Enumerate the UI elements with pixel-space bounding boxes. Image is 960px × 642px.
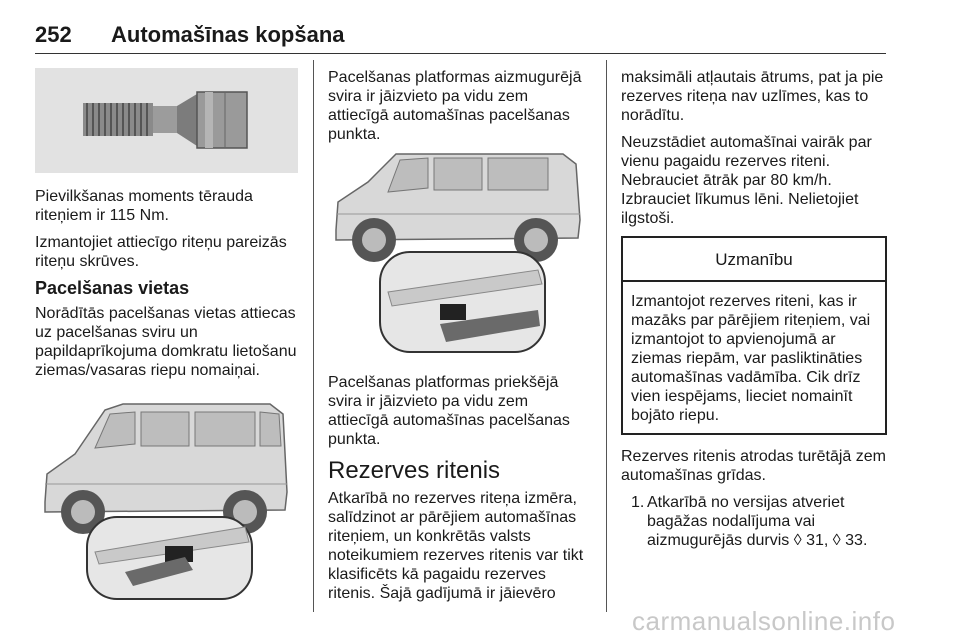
page-header — [35, 22, 885, 52]
front-lift-illustration — [328, 152, 591, 357]
spare-wheel-text: Atkarībā no rezerves riteņa izmēra, salīdzinot ar pārējiem automašīnas riteņiem, un konkrētās valsts noteikumiem rezerves ritenis var tikt klasificēts kā pagaidu rezerves ritenis. Šajā gadījumā ir jāievēro — [328, 490, 584, 602]
rear-lift-figure — [35, 392, 298, 602]
spare-wheel-heading: Rezerves ritenis — [328, 457, 501, 484]
page-title: Automašīnas kopšana — [111, 22, 345, 47]
column-1 — [35, 68, 298, 602]
lift-points-text: Norādītās pacelšanas vietas attiecas uz pacelšanas sviru un papildaprīkojuma domkratu lietošanu ziemas/vasaras riepu nomaiņai. — [35, 305, 297, 379]
warning-title: Uzmanību — [623, 238, 885, 282]
front-lift-figure — [328, 152, 591, 357]
instructions-text: Neuzstādiet automašīnai vairāk par vienu pagaidu rezerves riteni. Nebrauciet ātrāk par 80 km/h. Izbrauciet līkumus lēni. Nelietojiet ilgstoši. — [621, 134, 872, 227]
step-text-body: Atkarībā no versijas atveriet bagāžas nodalījuma vai aizmugurējās durvis — [647, 494, 845, 549]
page-ref-1[interactable]: 31, — [806, 532, 829, 549]
page-ref-2[interactable]: 33. — [845, 532, 868, 549]
column-divider-2 — [606, 60, 607, 612]
bolts-text: Izmantojiet attiecīgo riteņu pareizās riteņu skrūves. — [35, 234, 287, 270]
ref-icon: ◊ — [832, 532, 841, 549]
warning-box — [621, 236, 887, 435]
speed-cont-text: maksimāli atļautais ātrums, pat ja pie rezerves riteņa nav uzlīmes, kas to norādītu. — [621, 69, 884, 124]
list-item — [621, 493, 887, 550]
page-number: 252 — [35, 22, 72, 47]
wheel-bolt-illustration — [35, 68, 298, 173]
watermark: carmanualsonline.info — [632, 606, 896, 636]
wheel-bolt-figure — [35, 68, 298, 173]
rear-lift-illustration — [35, 392, 298, 602]
front-arm-text: Pacelšanas platformas priekšējā svira ir jāizvieto pa vidu zem attiecīgā automašīnas pacelšanas punkta. — [328, 374, 570, 448]
spare-location-text: Rezerves ritenis atrodas turētājā zem automašīnas grīdas. — [621, 448, 886, 484]
warning-text: Izmantojot rezerves riteni, kas ir mazāks par pārējiem riteņiem, vai izmantojot to apvienojumā ar ziemas riepām, var pasliktināties automašīnas vadāmība. Cik drīz vien iespējams, lieciet nomainīt bojāto riepu. — [631, 293, 871, 424]
step-text — [647, 493, 887, 550]
column-divider-1 — [313, 60, 314, 612]
header-rule — [35, 53, 886, 54]
lift-points-heading: Pacelšanas vietas — [35, 278, 190, 298]
torque-text: Pievilkšanas moments tērauda riteņiem ir 115 Nm. — [35, 188, 253, 224]
rear-arm-text: Pacelšanas platformas aizmugurējā svira ir jāizvieto pa vidu zem attiecīgā automašīnas pacelšanas punkta. — [328, 69, 582, 143]
column-3 — [621, 68, 887, 550]
column-2 — [328, 68, 591, 611]
step-number: 1. — [631, 494, 645, 511]
ref-icon: ◊ — [793, 532, 802, 549]
